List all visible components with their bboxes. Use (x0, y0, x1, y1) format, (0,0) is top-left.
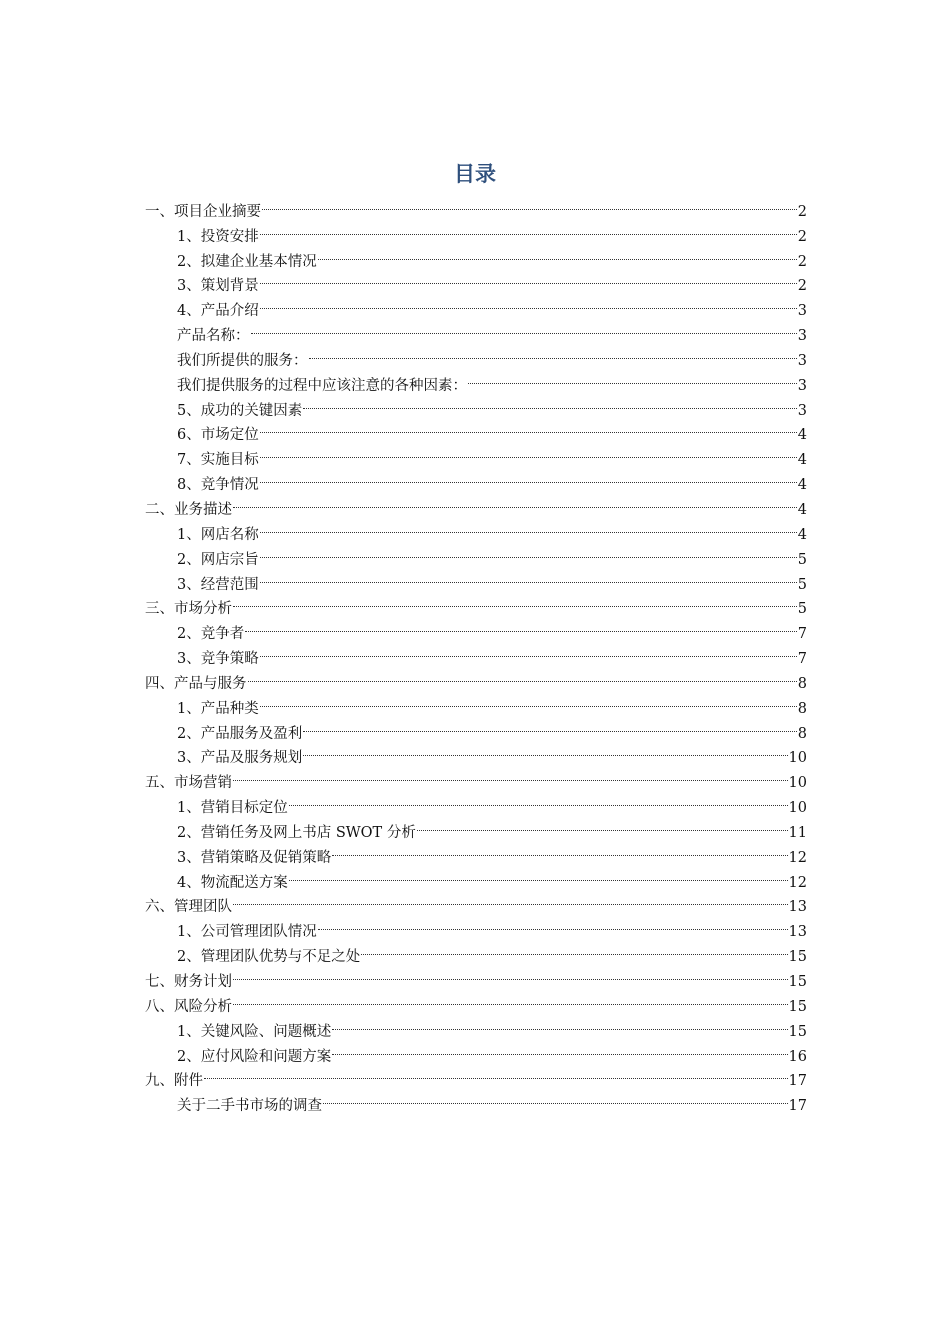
toc-entry-label: 1、产品种类 (177, 700, 259, 717)
toc-leader-dots (259, 638, 798, 663)
toc-entry-label: 1、网店名称 (177, 526, 259, 543)
toc-leader-dots (302, 390, 798, 415)
toc-leader-dots (259, 688, 798, 713)
toc-entry-page-number: 16 (788, 1048, 807, 1065)
toc-entry-label: 六、管理团队 (145, 899, 232, 916)
toc-leader-dots (302, 713, 798, 738)
toc-leader-dots (360, 936, 788, 961)
toc-entry-label: 5、成功的关键因素 (177, 402, 303, 419)
toc-entry-page-number: 5 (797, 576, 807, 593)
toc-leader-dots (317, 241, 798, 266)
toc-entry-label: 八、风险分析 (145, 998, 232, 1015)
toc-entry-page-number: 10 (788, 750, 807, 767)
toc-leader-dots (259, 415, 798, 440)
toc-entry-label: 五、市场营销 (145, 775, 232, 792)
toc-leader-dots (259, 216, 798, 241)
toc-entry-page-number: 3 (797, 377, 807, 394)
toc-entry-section[interactable] (145, 887, 807, 916)
toc-title: 目录 (454, 162, 496, 186)
toc-entry-page-number: 3 (797, 303, 807, 320)
toc-leader-dots (322, 1085, 789, 1110)
toc-entry-page-number: 2 (797, 253, 807, 270)
toc-entry-page-number: 3 (797, 328, 807, 345)
toc-entry-label: 2、竞争者 (177, 626, 245, 643)
toc-entry-page-number: 4 (797, 427, 807, 444)
toc-leader-dots (261, 191, 798, 216)
toc-entry-page-number: 15 (788, 1023, 807, 1040)
toc-entry-label: 我们所提供的服务： (177, 352, 308, 369)
toc-entry-label: 8、竞争情况 (177, 477, 259, 494)
toc-leader-dots (331, 1011, 788, 1036)
toc-leader-dots (232, 887, 789, 912)
toc-entry-label: 3、竞争策略 (177, 651, 259, 668)
toc-leader-dots (259, 514, 798, 539)
toc-leader-dots (288, 787, 789, 812)
toc-entry-page-number: 4 (797, 501, 807, 518)
toc-entry-page-number: 10 (788, 775, 807, 792)
toc-entry-page-number: 13 (788, 924, 807, 941)
toc-leader-dots (244, 613, 798, 638)
toc-entry-section[interactable] (145, 191, 807, 220)
toc-entry-subsection[interactable] (145, 638, 807, 668)
toc-entry-page-number: 3 (797, 402, 807, 419)
toc-leader-dots (259, 266, 798, 291)
toc-entry-label: 7、实施目标 (177, 452, 259, 469)
toc-entry-page-number: 15 (788, 949, 807, 966)
toc-leader-dots (232, 589, 798, 614)
toc-entry-page-number: 15 (788, 998, 807, 1015)
toc-entry-label: 2、拟建企业基本情况 (177, 253, 317, 270)
toc-leader-dots (259, 290, 798, 315)
toc-entry-subsection[interactable] (145, 787, 807, 817)
toc-leader-dots (308, 340, 798, 365)
toc-entry-page-number: 2 (797, 228, 807, 245)
toc-entry-label: 3、产品及服务规划 (177, 750, 303, 767)
toc-entry-label: 3、营销策略及促销策略 (177, 849, 332, 866)
toc-entry-page-number: 17 (788, 1098, 807, 1115)
toc-leader-dots (302, 738, 788, 763)
toc-entry-label: 七、财务计划 (145, 974, 232, 990)
toc-entry-page-number: 2 (797, 203, 807, 220)
toc-leader-dots (331, 1036, 788, 1061)
toc-entry-page-number: 2 (797, 278, 807, 295)
toc-entry-label: 4、物流配送方案 (177, 874, 288, 891)
toc-entry-section[interactable] (145, 762, 807, 792)
toc-entry-label: 4、产品介绍 (177, 303, 259, 320)
toc-entry-page-number: 11 (788, 824, 807, 841)
toc-entry-label: 产品名称： (177, 328, 250, 345)
toc-entry-page-number: 12 (788, 849, 807, 866)
toc-entry-section[interactable] (145, 986, 807, 1015)
toc-entry-label: 1、投资安排 (177, 228, 259, 245)
toc-entry-label: 二、业务描述 (145, 501, 232, 518)
toc-entry-label: 四、产品与服务 (145, 675, 247, 692)
toc-entry-label: 2、营销任务及网上书店 SWOT 分析 (177, 824, 416, 841)
toc-entry-section[interactable] (145, 489, 807, 518)
toc-entry-label: 我们提供服务的过程中应该注意的各种因素： (177, 377, 467, 394)
toc-entry-page-number: 12 (788, 874, 807, 891)
toc-entry-subsection[interactable] (145, 1011, 807, 1040)
toc-leader-dots (232, 961, 789, 986)
toc-leader-dots (203, 1061, 789, 1086)
toc-leader-dots (259, 439, 798, 464)
toc-entry-page-number: 7 (797, 651, 807, 668)
toc-entry-page-number: 8 (797, 725, 807, 742)
toc-entry-page-number: 4 (797, 477, 807, 494)
toc-leader-dots (259, 539, 798, 564)
toc-leader-dots (331, 837, 788, 862)
toc-entry-label: 2、管理团队优势与不足之处 (177, 949, 361, 966)
toc-leader-dots (259, 464, 798, 489)
toc-entry-page-number: 5 (797, 551, 807, 568)
toc-entry-label: 3、策划背景 (177, 278, 259, 295)
toc-leader-dots (259, 564, 798, 589)
toc-entry-label: 关于二手书市场的调查 (177, 1098, 322, 1115)
toc-list (145, 191, 807, 1115)
toc-entry-section[interactable] (145, 1061, 807, 1090)
toc-leader-dots (232, 986, 789, 1011)
toc-entry-page-number: 15 (788, 974, 807, 990)
toc-entry-label: 1、关键风险、问题概述 (177, 1023, 332, 1040)
toc-entry-page-number: 13 (788, 899, 807, 916)
toc-entry-label: 2、网店宗旨 (177, 551, 259, 568)
toc-entry-label: 1、公司管理团队情况 (177, 924, 317, 941)
toc-leader-dots (288, 862, 789, 887)
toc-entry-subsection[interactable] (145, 613, 807, 643)
toc-entry-label: 2、产品服务及盈利 (177, 725, 303, 742)
toc-entry-subsection[interactable] (145, 1085, 807, 1115)
toc-entry-page-number: 3 (797, 352, 807, 369)
toc-entry-page-number: 17 (788, 1073, 807, 1090)
toc-entry-page-number: 5 (797, 601, 807, 618)
toc-entry-label: 三、市场分析 (145, 601, 232, 618)
toc-leader-dots (250, 315, 798, 340)
toc-entry-label: 一、项目企业摘要 (145, 203, 261, 220)
toc-entry-label: 2、应付风险和问题方案 (177, 1048, 332, 1065)
toc-leader-dots (247, 663, 798, 688)
toc-leader-dots (467, 365, 798, 390)
toc-entry-label: 6、市场定位 (177, 427, 259, 444)
toc-leader-dots (232, 762, 789, 787)
toc-entry-subsection[interactable] (145, 514, 807, 543)
toc-entry-section[interactable] (145, 961, 807, 990)
toc-leader-dots (317, 911, 789, 936)
toc-entry-label: 1、营销目标定位 (177, 800, 288, 817)
toc-entry-page-number: 7 (797, 626, 807, 643)
toc-entry-page-number: 4 (797, 452, 807, 469)
toc-leader-dots (416, 812, 789, 837)
toc-entry-subsection[interactable] (145, 911, 807, 941)
toc-entry-page-number: 10 (788, 800, 807, 817)
toc-entry-label: 九、附件 (145, 1073, 203, 1090)
toc-entry-page-number: 8 (797, 675, 807, 692)
toc-entry-section[interactable] (145, 589, 807, 618)
toc-entry-page-number: 8 (797, 700, 807, 717)
toc-entry-label: 3、经营范围 (177, 576, 259, 593)
toc-entry-page-number: 4 (797, 526, 807, 543)
toc-leader-dots (232, 489, 798, 514)
